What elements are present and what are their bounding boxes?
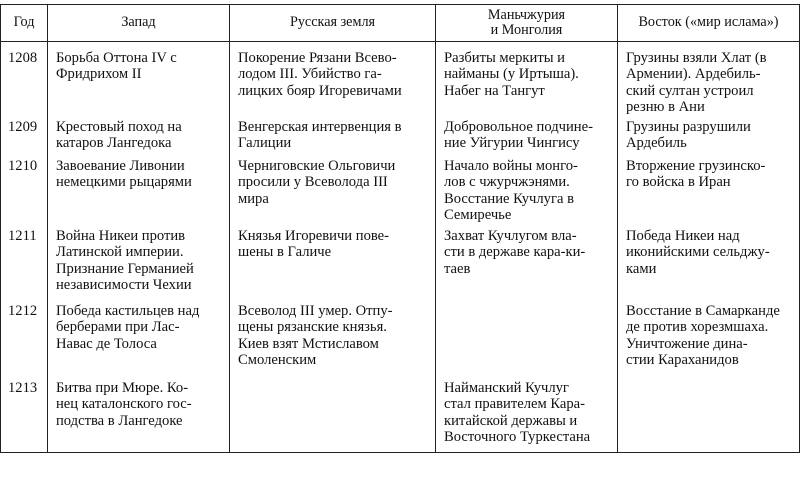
cell-line: Фридрихом II xyxy=(56,66,142,83)
cell-line: Признание Германией xyxy=(56,260,194,277)
table-row xyxy=(1,156,800,226)
cell-line: берберами при Лас- xyxy=(56,319,180,336)
cell-line: Князья Игоревичи пове- xyxy=(238,228,390,244)
cell-line: стии Караханидов xyxy=(626,352,739,369)
cell-line: Галиции xyxy=(238,135,292,152)
cell-line: просили у Всеволода III xyxy=(238,174,388,191)
chronology-table xyxy=(0,4,800,453)
cell-line: нец каталонского гос- xyxy=(56,396,192,413)
rus-cell xyxy=(230,117,436,156)
rus-cell xyxy=(230,378,436,453)
cell-line: подства в Лангедоке xyxy=(56,412,183,429)
west-cell xyxy=(48,226,230,301)
cell-line: Восстание в Самарканде xyxy=(626,303,780,319)
cell-line: Вторжение грузинско- xyxy=(626,158,766,174)
cell-line: Найманский Кучлуг xyxy=(444,380,569,396)
cell-line: Захват Кучлугом вла- xyxy=(444,228,577,244)
cell-line: мира xyxy=(238,190,269,207)
cell-line: Ардебиль xyxy=(626,135,687,152)
east-cell xyxy=(618,117,800,156)
cell-line: таев xyxy=(444,260,471,277)
cell-line: китайской державы и xyxy=(444,412,578,429)
east-cell xyxy=(618,42,800,118)
cell-line: независимости Чехии xyxy=(56,277,192,294)
east-cell xyxy=(618,301,800,378)
cell-line: Уничтожение дина- xyxy=(626,335,748,352)
cell-line: Семиречье xyxy=(444,207,512,224)
cell-line: шены в Галиче xyxy=(238,244,332,261)
header-mong-line2: и Монголия xyxy=(490,22,563,38)
west-cell xyxy=(48,301,230,378)
cell-line: Грузины разрушили xyxy=(626,119,751,135)
year-cell: 1211 xyxy=(1,226,48,301)
cell-line: Армении). Ардебиль- xyxy=(626,66,761,83)
header-year: Год xyxy=(1,5,48,42)
year-cell: 1209 xyxy=(1,117,48,156)
cell-line: лицких бояр Игоревичами xyxy=(238,82,402,99)
year-cell: 1208 xyxy=(1,42,48,118)
cell-line: Навас де Толоса xyxy=(56,335,157,352)
east-cell xyxy=(618,378,800,453)
table-row xyxy=(1,226,800,301)
year-cell: 1213 xyxy=(1,378,48,453)
cell-line: Добровольное подчине- xyxy=(444,119,593,135)
cell-line: Победа Никеи над xyxy=(626,228,740,244)
cell-line: щены рязанские князья. xyxy=(238,319,387,336)
manchuria-mongolia-cell xyxy=(436,378,618,453)
header-row xyxy=(1,5,800,42)
manchuria-mongolia-cell xyxy=(436,42,618,118)
east-cell xyxy=(618,226,800,301)
cell-line: де против хорезмшаха. xyxy=(626,319,769,336)
cell-line: Восточного Туркестана xyxy=(444,429,591,446)
west-cell xyxy=(48,156,230,226)
cell-line: немецкими рыцарями xyxy=(56,174,192,191)
manchuria-mongolia-cell xyxy=(436,226,618,301)
cell-line: Борьба Оттона IV с xyxy=(56,50,177,66)
cell-line: Смоленским xyxy=(238,352,317,369)
manchuria-mongolia-cell xyxy=(436,301,618,378)
cell-line: ние Уйгурии Чингису xyxy=(444,135,580,152)
cell-line: Война Никеи против xyxy=(56,228,186,244)
west-cell xyxy=(48,117,230,156)
cell-line: Восстание Кучлуга в xyxy=(444,190,574,207)
rus-cell xyxy=(230,301,436,378)
rus-cell xyxy=(230,226,436,301)
cell-line: ками xyxy=(626,260,657,277)
cell-line: резню в Ани xyxy=(626,99,705,116)
cell-line: Крестовый поход на xyxy=(56,119,182,135)
table-row xyxy=(1,301,800,378)
cell-line: ский султан устроил xyxy=(626,82,754,99)
cell-line: сти в державе кара-ки- xyxy=(444,244,586,261)
year-cell: 1212 xyxy=(1,301,48,378)
cell-line: Набег на Тангут xyxy=(444,82,545,99)
cell-line: Венгерская интервенция в xyxy=(238,119,402,135)
cell-line: лодом III. Убийство га- xyxy=(238,66,382,83)
west-cell xyxy=(48,378,230,453)
manchuria-mongolia-cell xyxy=(436,117,618,156)
cell-line: Победа кастильцев над xyxy=(56,303,200,319)
cell-line: лов с чжурчжэнями. xyxy=(444,174,570,191)
header-rus: Русская земля xyxy=(230,5,436,42)
cell-line: Разбиты меркиты и xyxy=(444,50,565,66)
cell-line: Киев взят Мстиславом xyxy=(238,335,379,352)
table-row xyxy=(1,378,800,453)
cell-line: Покорение Рязани Всево- xyxy=(238,50,397,66)
rus-cell xyxy=(230,156,436,226)
year-cell: 1210 xyxy=(1,156,48,226)
manchuria-mongolia-cell xyxy=(436,156,618,226)
cell-line: найманы (у Иртыша). xyxy=(444,66,579,83)
rus-cell xyxy=(230,42,436,118)
cell-line: катаров Лангедока xyxy=(56,135,172,152)
header-manchuria-mongolia xyxy=(436,5,618,42)
header-west: Запад xyxy=(48,5,230,42)
cell-line: Латинской империи. xyxy=(56,244,184,261)
table-row xyxy=(1,117,800,156)
west-cell xyxy=(48,42,230,118)
cell-line: Завоевание Ливонии xyxy=(56,158,185,174)
cell-line: Черниговские Ольговичи xyxy=(238,158,396,174)
east-cell xyxy=(618,156,800,226)
header-mong-line1: Маньчжурия xyxy=(487,6,566,23)
cell-line: Грузины взяли Хлат (в xyxy=(626,50,767,66)
cell-line: го войска в Иран xyxy=(626,174,731,191)
table-row xyxy=(1,42,800,118)
cell-line: Всеволод III умер. Отпу- xyxy=(238,303,393,319)
cell-line: Битва при Мюре. Ко- xyxy=(56,380,189,396)
cell-line: стал правителем Кара- xyxy=(444,396,586,413)
header-east: Восток («мир ислама») xyxy=(618,5,800,42)
cell-line: Начало войны монго- xyxy=(444,158,578,174)
cell-line: иконийскими сельджу- xyxy=(626,244,770,261)
